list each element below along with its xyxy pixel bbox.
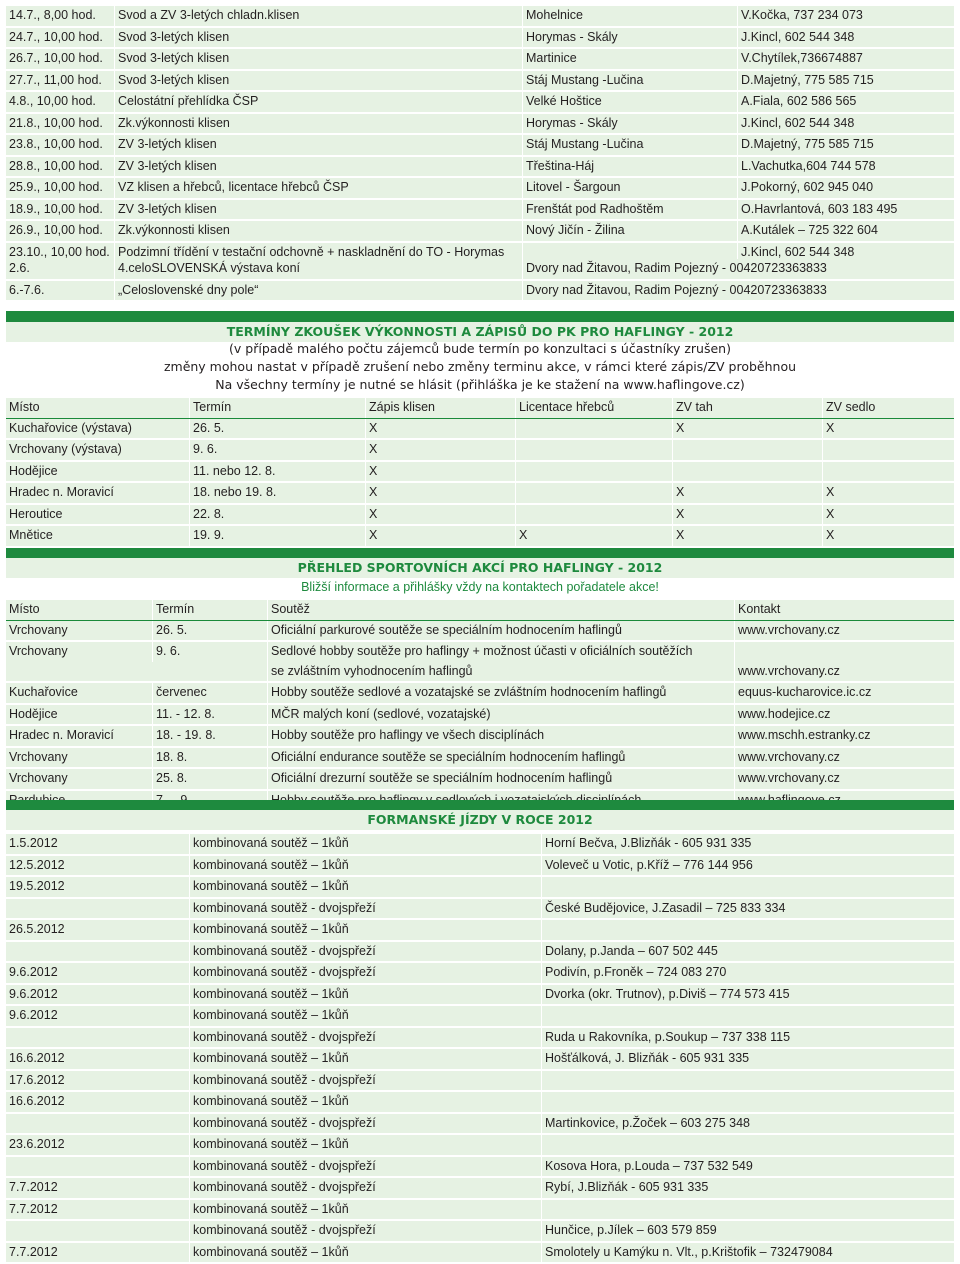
- table-row: [6, 49, 954, 71]
- column-header: Licentace hřebců: [515, 398, 672, 418]
- table-row: [6, 985, 954, 1007]
- table-header-row: [6, 398, 954, 419]
- table-cell: Oficiální endurance soutěže se speciálním hodnocením haflingů: [267, 748, 734, 768]
- table-row: [6, 877, 954, 899]
- event-name: kombinovaná soutěž – 1kůň: [189, 1049, 541, 1069]
- table-row: [6, 1221, 954, 1243]
- event-name: kombinovaná soutěž – 1kůň: [189, 985, 541, 1005]
- column-header: Kontakt: [734, 600, 954, 620]
- event-place-contact: [541, 920, 954, 940]
- table-cell: equus-kucharovice.ic.cz: [734, 683, 954, 703]
- event-place-contact: Dolany, p.Janda – 607 502 445: [541, 942, 954, 962]
- event-name: Celostátní přehlídka ČSP: [114, 92, 522, 112]
- event-name: kombinovaná soutěž – 1kůň: [189, 1006, 541, 1026]
- event-name: kombinovaná soutěž - dvojspřeží: [189, 942, 541, 962]
- event-date: 16.6.2012: [6, 1049, 189, 1069]
- event-place-contact: [541, 1135, 954, 1155]
- event-contact: O.Havrlantová, 603 183 495: [737, 200, 954, 220]
- table-row: [6, 920, 954, 942]
- event-date: [6, 1221, 189, 1241]
- event-name: kombinovaná soutěž - dvojspřeží: [189, 963, 541, 983]
- table-cell: Kuchařovice: [6, 683, 152, 703]
- sport-title: PŘEHLED SPORTOVNÍCH AKCÍ PRO HAFLINGY - 2012: [6, 558, 954, 578]
- table-cell: X: [365, 419, 515, 439]
- event-date: 1.5.2012: [6, 834, 189, 854]
- table-cell: X: [672, 483, 822, 503]
- event-name: kombinovaná soutěž - dvojspřeží: [189, 1178, 541, 1198]
- table-cell: X: [822, 505, 954, 525]
- table-row: [6, 462, 954, 484]
- event-date: 26.5.2012: [6, 920, 189, 940]
- event-contact: A.Fiala, 602 586 565: [737, 92, 954, 112]
- event-name: kombinovaná soutěž – 1kůň: [189, 1092, 541, 1112]
- table-cell: www.mschh.estranky.cz: [734, 726, 954, 746]
- event-place-contact: Rybí, J.Blizňák - 605 931 335: [541, 1178, 954, 1198]
- table-row: [6, 135, 954, 157]
- table-cell: Vrchovany: [6, 748, 152, 768]
- table-cell: X: [365, 505, 515, 525]
- table-row: [6, 1028, 954, 1050]
- table-row: [6, 1006, 954, 1028]
- event-place-contact: [541, 1092, 954, 1112]
- table-cell: MČR malých koní (sedlové, vozatajské): [267, 705, 734, 725]
- event-date: 18.9., 10,00 hod.: [6, 200, 114, 220]
- event-place-contact: Hošťálková, J. Blizňák - 605 931 335: [541, 1049, 954, 1069]
- column-header: Zápis klisen: [365, 398, 515, 418]
- table-cell: [822, 462, 954, 482]
- event-place-contact: Smolotely u Kamýku n. Vlt., p.Krištofik – 732479084: [541, 1243, 954, 1263]
- table-cell: [515, 419, 672, 439]
- event-date: 23.6.2012: [6, 1135, 189, 1155]
- table-cell: X: [822, 419, 954, 439]
- event-place: Nový Jičín - Žilina: [522, 221, 737, 241]
- event-date: 27.7., 11,00 hod.: [6, 71, 114, 91]
- table-row: [6, 1049, 954, 1071]
- table-row: [6, 259, 954, 281]
- event-place: Horymas - Skály: [522, 114, 737, 134]
- column-header: Termín: [189, 398, 365, 418]
- table-cell: www.vrchovany.cz: [734, 769, 954, 789]
- table-row: [6, 114, 954, 136]
- event-name: Svod 3-letých klisen: [114, 49, 522, 69]
- event-date: 16.6.2012: [6, 1092, 189, 1112]
- event-name: kombinovaná soutěž - dvojspřeží: [189, 1071, 541, 1091]
- events-table: [6, 6, 954, 264]
- event-date: 2.6.: [6, 259, 114, 279]
- event-date: 24.7., 10,00 hod.: [6, 28, 114, 48]
- event-date: 21.8., 10,00 hod.: [6, 114, 114, 134]
- zkousky-note-2: změny mohou nastat v případě zrušení nebo změny terminu akce, v rámci které zápis/ZV proběhnou: [6, 358, 954, 376]
- event-place: Frenštát pod Radhoštěm: [522, 200, 737, 220]
- table-row: [6, 963, 954, 985]
- sk-events-table: [6, 259, 954, 302]
- table-header-row: [6, 600, 954, 621]
- event-date: 7.7.2012: [6, 1178, 189, 1198]
- event-name: Zk.výkonnosti klisen: [114, 114, 522, 134]
- event-date: 7.7.2012: [6, 1243, 189, 1263]
- table-row: [6, 1071, 954, 1093]
- table-row: [6, 92, 954, 114]
- table-cell: 9. 6.: [152, 642, 267, 662]
- event-date: [6, 899, 189, 919]
- event-date: 7.7.2012: [6, 1200, 189, 1220]
- event-date: 23.8., 10,00 hod.: [6, 135, 114, 155]
- table-cell: 11. - 12. 8.: [152, 705, 267, 725]
- table-row: [6, 705, 954, 727]
- event-date: 28.8., 10,00 hod.: [6, 157, 114, 177]
- event-date: [6, 942, 189, 962]
- zkousky-note-1: (v případě malého počtu zájemců bude termín po konzultaci s účastníky zrušen): [6, 340, 954, 358]
- event-name: kombinovaná soutěž – 1kůň: [189, 1200, 541, 1220]
- event-name: kombinovaná soutěž – 1kůň: [189, 1243, 541, 1263]
- table-row: [6, 6, 954, 28]
- table-cell: Kuchařovice (výstava): [6, 419, 189, 439]
- event-date: 6.-7.6.: [6, 281, 114, 301]
- event-place-contact: [541, 1006, 954, 1026]
- event-place: Mohelnice: [522, 6, 737, 26]
- table-cell: Oficiální drezurní soutěže se speciálním hodnocením haflingů: [267, 769, 734, 789]
- table-cell: 26. 5.: [189, 419, 365, 439]
- event-date: 26.9., 10,00 hod.: [6, 221, 114, 241]
- table-row: [6, 1178, 954, 1200]
- table-cell: Vrchovany: [6, 642, 152, 662]
- event-name: kombinovaná soutěž – 1kůň: [189, 920, 541, 940]
- event-date: 9.6.2012: [6, 985, 189, 1005]
- event-name: ZV 3-letých klisen: [114, 200, 522, 220]
- table-row: [6, 769, 954, 791]
- table-cell: Hradec n. Moravicí: [6, 726, 152, 746]
- event-place: Třeština-Háj: [522, 157, 737, 177]
- event-date: 23.10., 10,00 hod.: [6, 243, 114, 263]
- table-row: [6, 178, 954, 200]
- table-cell: 18. 8.: [152, 748, 267, 768]
- table-cell: 22. 8.: [189, 505, 365, 525]
- event-name: kombinovaná soutěž - dvojspřeží: [189, 1221, 541, 1241]
- table-cell: X: [822, 483, 954, 503]
- table-row: [6, 28, 954, 50]
- table-cell: www.hodejice.cz: [734, 705, 954, 725]
- event-place: Horymas - Skály: [522, 28, 737, 48]
- table-row: [6, 642, 954, 683]
- event-date: 9.6.2012: [6, 963, 189, 983]
- event-name: kombinovaná soutěž – 1kůň: [189, 856, 541, 876]
- event-name: VZ klisen a hřebců, licentace hřebců ČSP: [114, 178, 522, 198]
- column-header: Soutěž: [267, 600, 734, 620]
- table-cell: Hobby soutěže pro haflingy ve všech disciplínách: [267, 726, 734, 746]
- table-cell: Vrchovany (výstava): [6, 440, 189, 460]
- table-cell: 9. 6.: [189, 440, 365, 460]
- event-name: Podzimní třídění v testační odchovně + naskladnění do TO - Horymas: [114, 243, 522, 263]
- sport-table: [6, 600, 954, 812]
- event-place-contact: Dvory nad Žitavou, Radim Pojezný - 00420723363833: [522, 281, 954, 301]
- table-cell: 18. nebo 19. 8.: [189, 483, 365, 503]
- zkousky-table: [6, 398, 954, 548]
- table-cell: Sedlové hobby soutěže pro haflingy + možnost účasti v oficiálních soutěžích: [267, 642, 734, 662]
- table-cell: [734, 642, 954, 662]
- event-place-contact: Dvorka (okr. Trutnov), p.Diviš – 774 573 415: [541, 985, 954, 1005]
- event-date: 12.5.2012: [6, 856, 189, 876]
- table-cell: Hobby soutěže sedlové a vozatajské se zvláštním hodnocením haflingů: [267, 683, 734, 703]
- table-cell: Heroutice: [6, 505, 189, 525]
- table-row: [6, 200, 954, 222]
- event-date: 19.5.2012: [6, 877, 189, 897]
- event-place-contact: Hunčice, p.Jílek – 603 579 859: [541, 1221, 954, 1241]
- event-date: 17.6.2012: [6, 1071, 189, 1091]
- column-header: Termín: [152, 600, 267, 620]
- table-cell: 11. nebo 12. 8.: [189, 462, 365, 482]
- event-contact: J.Kincl, 602 544 348: [737, 114, 954, 134]
- table-row: [6, 748, 954, 770]
- table-row: [6, 856, 954, 878]
- event-contact: L.Vachutka,604 744 578: [737, 157, 954, 177]
- table-row: [6, 1114, 954, 1136]
- table-cell: [515, 505, 672, 525]
- event-place-contact: Martinkovice, p.Žoček – 603 275 348: [541, 1114, 954, 1134]
- event-place-contact: Ruda u Rakovníka, p.Soukup – 737 338 115: [541, 1028, 954, 1048]
- event-place: Martinice: [522, 49, 737, 69]
- column-header: ZV tah: [672, 398, 822, 418]
- zkousky-title: TERMÍNY ZKOUŠEK VÝKONNOSTI A ZÁPISŮ DO PK PRO HAFLINGY - 2012: [6, 322, 954, 342]
- event-place-contact: [541, 877, 954, 897]
- table-row: [6, 157, 954, 179]
- sport-subtitle: Bližší informace a přihlášky vždy na kontaktech pořadatele akce!: [6, 578, 954, 596]
- event-name: ZV 3-letých klisen: [114, 157, 522, 177]
- event-name: kombinovaná soutěž – 1kůň: [189, 877, 541, 897]
- event-place-contact: Kosova Hora, p.Louda – 737 532 549: [541, 1157, 954, 1177]
- table-row: [6, 419, 954, 441]
- event-name: kombinovaná soutěž - dvojspřeží: [189, 899, 541, 919]
- table-cell: X: [365, 440, 515, 460]
- table-row: [6, 483, 954, 505]
- event-contact: J.Kincl, 602 544 348: [737, 28, 954, 48]
- event-name: kombinovaná soutěž - dvojspřeží: [189, 1028, 541, 1048]
- formanske-table: [6, 834, 954, 1264]
- table-cell: [515, 483, 672, 503]
- table-row: [6, 621, 954, 643]
- table-row: [6, 683, 954, 705]
- table-cell: [672, 440, 822, 460]
- zkousky-note-3: Na všechny termíny je nutné se hlásit (přihláška je ke stažení na www.haflingove.cz): [6, 376, 954, 394]
- table-cell: [672, 462, 822, 482]
- table-cell: se zvláštním vyhodnocením haflingů: [267, 662, 734, 682]
- event-place-contact: Dvory nad Žitavou, Radim Pojezný - 00420723363833: [522, 259, 954, 279]
- event-contact: V.Kočka, 737 234 073: [737, 6, 954, 26]
- formanske-title: FORMANSKÉ JÍZDY V ROCE 2012: [6, 810, 954, 830]
- table-row: [6, 899, 954, 921]
- event-place-contact: [541, 1200, 954, 1220]
- event-place-contact: České Budějovice, J.Zasadil – 725 833 334: [541, 899, 954, 919]
- event-place-contact: Podivín, p.Froněk – 724 083 270: [541, 963, 954, 983]
- event-place-contact: Horní Bečva, J.Blizňák - 605 931 335: [541, 834, 954, 854]
- table-row: [6, 1135, 954, 1157]
- event-date: 9.6.2012: [6, 1006, 189, 1026]
- event-name: Svod a ZV 3-letých chladn.klisen: [114, 6, 522, 26]
- event-name: 4.celoSLOVENSKÁ výstava koní: [114, 259, 522, 279]
- table-cell: Hodějice: [6, 705, 152, 725]
- table-cell: Hradec n. Moravicí: [6, 483, 189, 503]
- table-row: [6, 526, 954, 548]
- table-row: [6, 440, 954, 462]
- table-row: [6, 834, 954, 856]
- table-row: [6, 1200, 954, 1222]
- event-name: kombinovaná soutěž - dvojspřeží: [189, 1114, 541, 1134]
- table-cell: X: [672, 419, 822, 439]
- event-date: [6, 1157, 189, 1177]
- table-row: [6, 281, 954, 303]
- table-cell: [515, 462, 672, 482]
- table-cell: X: [515, 526, 672, 546]
- event-place: Litovel - Šargoun: [522, 178, 737, 198]
- table-cell: X: [672, 505, 822, 525]
- table-row: [6, 71, 954, 93]
- table-cell: 19. 9.: [189, 526, 365, 546]
- event-contact: V.Chytílek,736674887: [737, 49, 954, 69]
- event-name: Svod 3-letých klisen: [114, 28, 522, 48]
- event-name: kombinovaná soutěž – 1kůň: [189, 834, 541, 854]
- table-cell: [822, 440, 954, 460]
- event-name: „Celoslovenské dny pole“: [114, 281, 522, 301]
- table-cell: [515, 440, 672, 460]
- event-name: kombinovaná soutěž - dvojspřeží: [189, 1157, 541, 1177]
- event-date: [6, 1114, 189, 1134]
- event-place: Stáj Mustang -Lučina: [522, 71, 737, 91]
- table-row: [6, 505, 954, 527]
- table-row: [6, 1157, 954, 1179]
- event-place-contact: Voleveč u Votic, p.Kříž – 776 144 956: [541, 856, 954, 876]
- event-name: kombinovaná soutěž – 1kůň: [189, 1135, 541, 1155]
- table-cell: Oficiální parkurové soutěže se speciálním hodnocením haflingů: [267, 621, 734, 641]
- table-cell: 25. 8.: [152, 769, 267, 789]
- table-cell: červenec: [152, 683, 267, 703]
- table-row: [6, 726, 954, 748]
- table-row: [6, 1092, 954, 1114]
- event-contact: J.Pokorný, 602 945 040: [737, 178, 954, 198]
- table-cell: X: [822, 526, 954, 546]
- table-cell: 18. - 19. 8.: [152, 726, 267, 746]
- table-cell: Vrchovany: [6, 621, 152, 641]
- event-date: 25.9., 10,00 hod.: [6, 178, 114, 198]
- table-cell: X: [365, 483, 515, 503]
- event-place: Stáj Mustang -Lučina: [522, 135, 737, 155]
- event-date: 26.7., 10,00 hod.: [6, 49, 114, 69]
- event-place: Velké Hoštice: [522, 92, 737, 112]
- table-cell: www.vrchovany.cz: [734, 662, 954, 682]
- event-date: [6, 1028, 189, 1048]
- table-cell: Vrchovany: [6, 769, 152, 789]
- event-place-contact: [541, 1071, 954, 1091]
- column-header: Místo: [6, 398, 189, 418]
- event-contact: A.Kutálek – 725 322 604: [737, 221, 954, 241]
- table-cell: www.vrchovany.cz: [734, 748, 954, 768]
- table-cell: X: [672, 526, 822, 546]
- event-contact: D.Majetný, 775 585 715: [737, 71, 954, 91]
- table-row: [6, 942, 954, 964]
- table-cell: X: [365, 526, 515, 546]
- event-contact: D.Majetný, 775 585 715: [737, 135, 954, 155]
- event-name: ZV 3-letých klisen: [114, 135, 522, 155]
- event-name: Zk.výkonnosti klisen: [114, 221, 522, 241]
- table-cell: 26. 5.: [152, 621, 267, 641]
- table-row: [6, 221, 954, 243]
- event-date: 14.7., 8,00 hod.: [6, 6, 114, 26]
- column-header: ZV sedlo: [822, 398, 954, 418]
- event-name: Svod 3-letých klisen: [114, 71, 522, 91]
- column-header: Místo: [6, 600, 152, 620]
- table-cell: X: [365, 462, 515, 482]
- table-cell: Hodějice: [6, 462, 189, 482]
- event-date: 4.8., 10,00 hod.: [6, 92, 114, 112]
- table-cell: www.vrchovany.cz: [734, 621, 954, 641]
- event-contact: J.Kincl, 602 544 348: [737, 243, 954, 263]
- table-cell: Mnětice: [6, 526, 189, 546]
